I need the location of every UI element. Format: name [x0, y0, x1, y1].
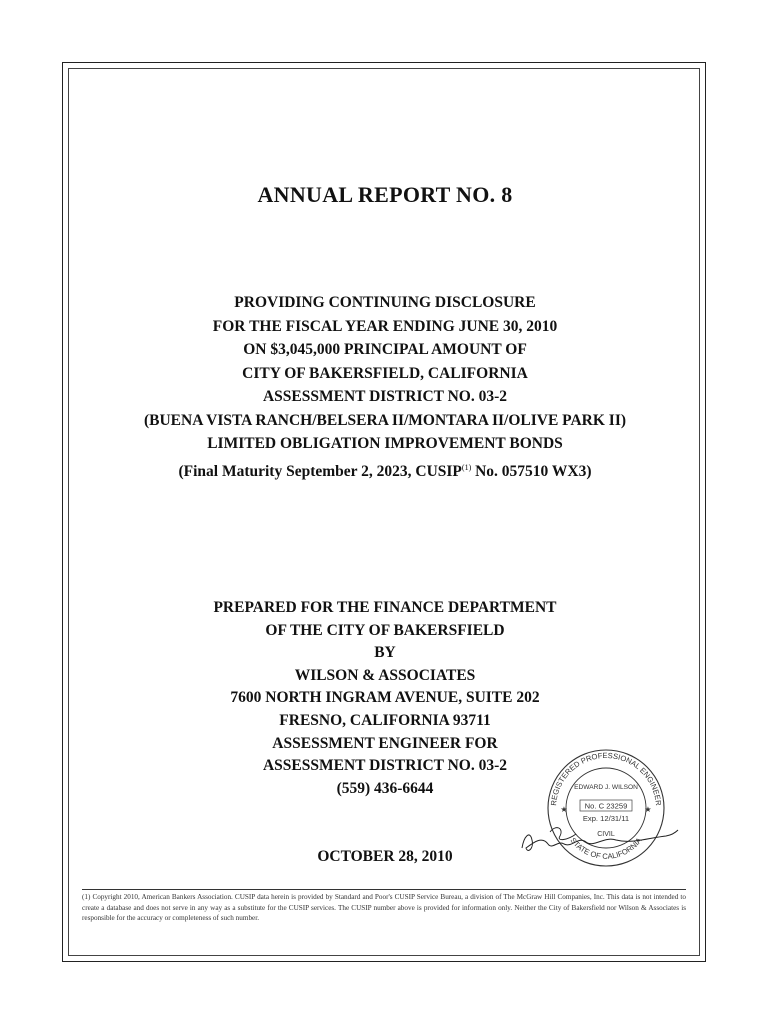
svg-text:★: ★ — [644, 805, 652, 814]
disclosure-line: ON $3,045,000 PRINCIPAL AMOUNT OF — [243, 341, 527, 358]
disclosure-line: CITY OF BAKERSFIELD, CALIFORNIA — [242, 364, 528, 382]
disclosure-line: PROVIDING CONTINUING DISCLOSURE — [234, 294, 536, 311]
maturity-text: (Final Maturity September 2, 2023, CUSIP — [178, 462, 462, 480]
prepared-line: ASSESSMENT ENGINEER FOR — [272, 734, 498, 752]
prepared-line: BY — [374, 644, 396, 662]
footnote-divider — [82, 889, 686, 890]
prepared-line: 7600 NORTH INGRAM AVENUE, SUITE 202 — [230, 689, 540, 707]
prepared-line: FRESNO, CALIFORNIA 93711 — [279, 711, 491, 729]
report-title: ANNUAL REPORT NO. 8 — [257, 182, 513, 207]
prepared-line: PREPARED FOR THE FINANCE DEPARTMENT — [213, 599, 557, 616]
seal-discipline: CIVIL — [597, 831, 615, 838]
disclosure-block — [0, 291, 770, 483]
svg-text:★: ★ — [560, 805, 568, 814]
phone-number: (559) 436-6644 — [336, 779, 434, 797]
seal-license-number: No. C 23259 — [584, 801, 628, 811]
seal-bottom-text: STATE OF CALIFORNIA — [568, 835, 644, 861]
seal-top-text: REGISTERED PROFESSIONAL ENGINEER — [549, 750, 663, 807]
seal-engineer-name: EDWARD J. WILSON — [574, 784, 638, 791]
disclosure-line: (BUENA VISTA RANCH/BELSERA II/MONTARA II/OLIVE PARK II) — [143, 411, 627, 429]
engineer-seal-icon — [520, 744, 680, 870]
report-date: OCTOBER 28, 2010 — [317, 848, 453, 865]
disclosure-line: ASSESSMENT DISTRICT NO. 03-2 — [262, 388, 508, 405]
seal-expiry: Exp. 12/31/11 — [582, 814, 630, 823]
prepared-line: OF THE CITY OF BAKERSFIELD — [265, 621, 505, 639]
cusip-footnote: (1) Copyright 2010, American Bankers Association. CUSIP data herein is provided by Standard and Poor's CUSIP Service Bureau, a division of The McGraw Hill Companies, Inc. This data is not intended to create a database and does not serve in any way as a substitute for the CUSIP services. The CUSIP number above is provided for information only. Neither the City of Bakersfield nor Wilson & Associates is responsible for the accuracy or completeness of such number. — [82, 893, 686, 923]
disclosure-line: FOR THE FISCAL YEAR ENDING JUNE 30, 2010 — [212, 317, 558, 335]
disclosure-line: LIMITED OBLIGATION IMPROVEMENT BONDS — [207, 435, 563, 452]
prepared-line: WILSON & ASSOCIATES — [294, 666, 476, 684]
footnote-marker: (1) — [461, 462, 472, 472]
prepared-line: ASSESSMENT DISTRICT NO. 03-2 — [262, 757, 508, 775]
final-maturity-line — [0, 456, 770, 484]
cusip-number: No. 057510 WX3) — [471, 462, 592, 480]
